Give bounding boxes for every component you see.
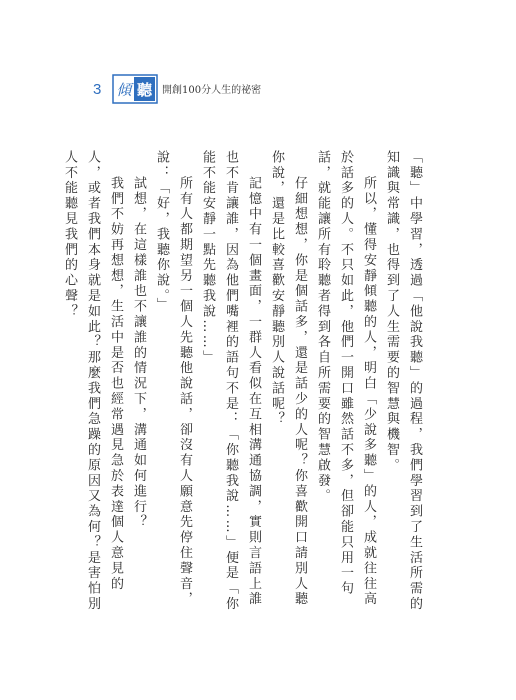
paragraph-1: 「聽」中學習，透過「他說我聽」的過程，我們學習到了生活所需的知識與常識，也得到了人生需要的智慧與機智。 (384, 150, 422, 612)
logo-char-2: 聽 (136, 81, 153, 99)
paragraph-7: 我們不妨再想想，生活中是否也經常遇見急於表達個人意見的人，或者我們本身就是如此？那麼我們急躁的原因又為何？是害怕別人不能聽見我們的心聲？ (62, 150, 123, 612)
paragraph-5: 所有人都期望另一個人先聽他說話，卻沒有人願意先停住聲音，說：「好，我聽你說。」 (154, 150, 192, 608)
book-logo (112, 74, 158, 104)
paragraph-4: 記憶中有一個畫面，一群人看似在互相溝通協調，實則言語上誰也不肯讓誰，因為他們嘴裡的語句不是：「你聽我說……」便是「你能不能安靜一點先聽我說……」 (200, 150, 261, 612)
paragraph-3: 仔細想想，你是個話多，還是話少的人呢？你喜歡開口請別人聽你說，還是比較喜歡安靜聽別人說話呢？ (269, 150, 307, 608)
book-title: 開創100分人生的祕密 (162, 85, 262, 96)
paragraph-2: 所以，懂得安靜傾聽的人，明白「少說多聽」的人，成就往往高於話多的人。不只如此，他們一開口雖然話不多，但卻能只用一句話，就能讓所有聆聽者得到各自所需要的智慧啟發。 (315, 150, 376, 608)
logo-char-1: 傾 (116, 81, 132, 99)
paragraph-6: 試想，在這樣誰也不讓誰的情況下，溝通如何進行？ (131, 176, 146, 531)
body-text (62, 150, 426, 620)
page-number: 3 (93, 81, 102, 98)
